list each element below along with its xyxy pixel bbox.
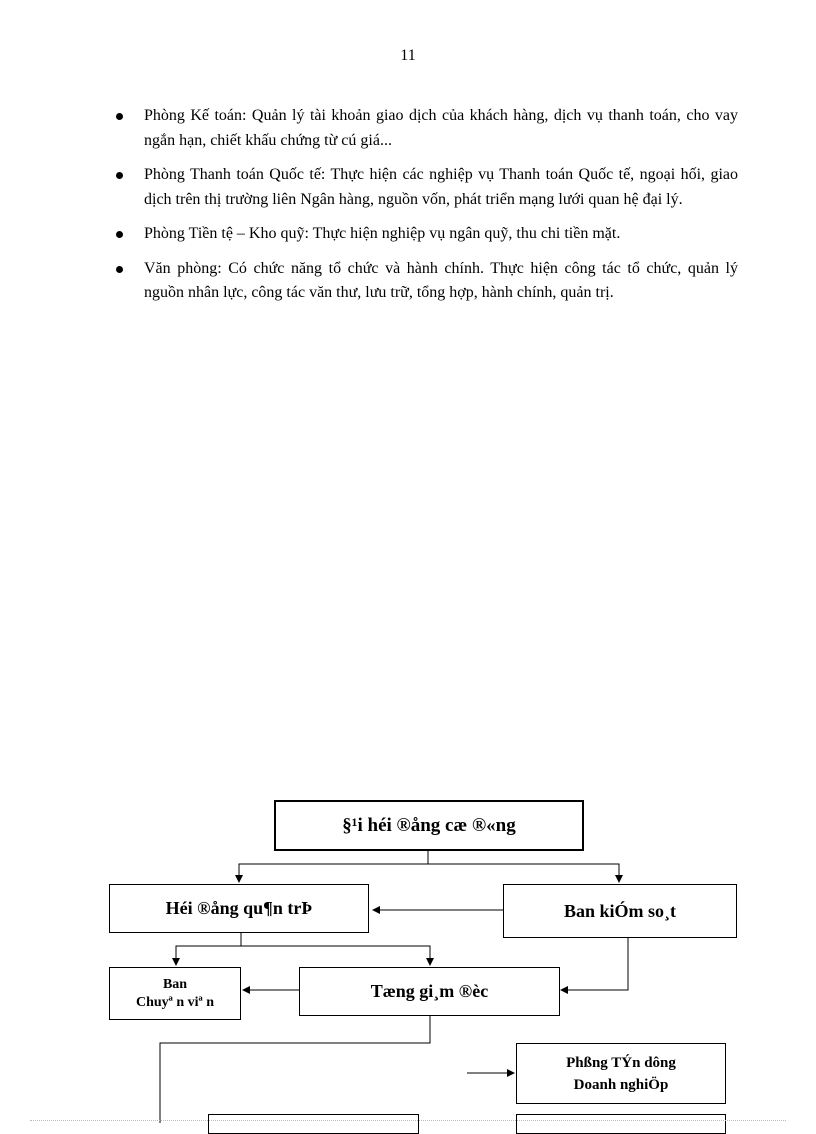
box-board-label: Héi ®ång qu¶n trÞ <box>165 898 313 918</box>
box-supervisory-label: Ban kiÓm so¸t <box>563 900 677 921</box>
connector-director-bus <box>160 1015 430 1123</box>
box-credit-label-2: Doanh nghiÖp <box>573 1076 669 1093</box>
box-supervisory <box>503 884 737 938</box>
connector-board-split <box>176 932 241 965</box>
box-committee-label-2: Chuyª n viª n <box>135 994 215 1010</box>
page-bottom-rule <box>30 1120 786 1121</box>
list-item-text: Phòng Thanh toán Quốc tế: Thực hiện các nghiệp vụ Thanh toán Quốc tế, ngoại hối, giao dịch trên thị trường liên Ngân hàng, nguồn vốn, phát triển mạng lưới quan hệ đại lý. <box>144 166 738 208</box>
page-number: 11 <box>400 47 416 64</box>
connector-board-director <box>241 946 430 965</box>
box-department-partial-left <box>208 1114 419 1134</box>
box-committee <box>109 967 241 1020</box>
box-committee-label-1: Ban <box>162 976 188 992</box>
box-department-partial-right <box>516 1114 726 1134</box>
box-shareholders-label: §¹i héi ®ång cæ ®«ng <box>342 814 516 836</box>
list-item-text: Phòng Kế toán: Quản lý tài khoản giao dịch của khách hàng, dịch vụ thanh toán, cho vay ngắn hạn, chiết khấu chứng từ cú giá... <box>144 107 738 149</box>
connector-supervisory-director <box>561 937 628 990</box>
list-item-text: Văn phòng: Có chức năng tổ chức và hành chính. Thực hiện công tác tổ chức, quản lý nguồn nhân lực, công tác văn thư, lưu trữ, tổng hợp, hành chính, quản trị. <box>144 259 738 301</box>
list-item-text: Phòng Tiền tệ – Kho quỹ: Thực hiện nghiệp vụ ngân quỹ, thu chi tiền mặt. <box>144 225 621 242</box>
box-credit-label-1: Phßng TÝn dông <box>566 1054 676 1071</box>
box-director <box>299 967 560 1016</box>
box-shareholders <box>274 800 584 851</box>
box-credit-department <box>516 1043 726 1104</box>
box-director-label: Tæng gi¸m ®èc <box>370 981 489 1001</box>
connector-shareholders-supervisory <box>428 864 619 882</box>
box-board <box>109 884 369 933</box>
connector-shareholders-board <box>239 850 428 882</box>
